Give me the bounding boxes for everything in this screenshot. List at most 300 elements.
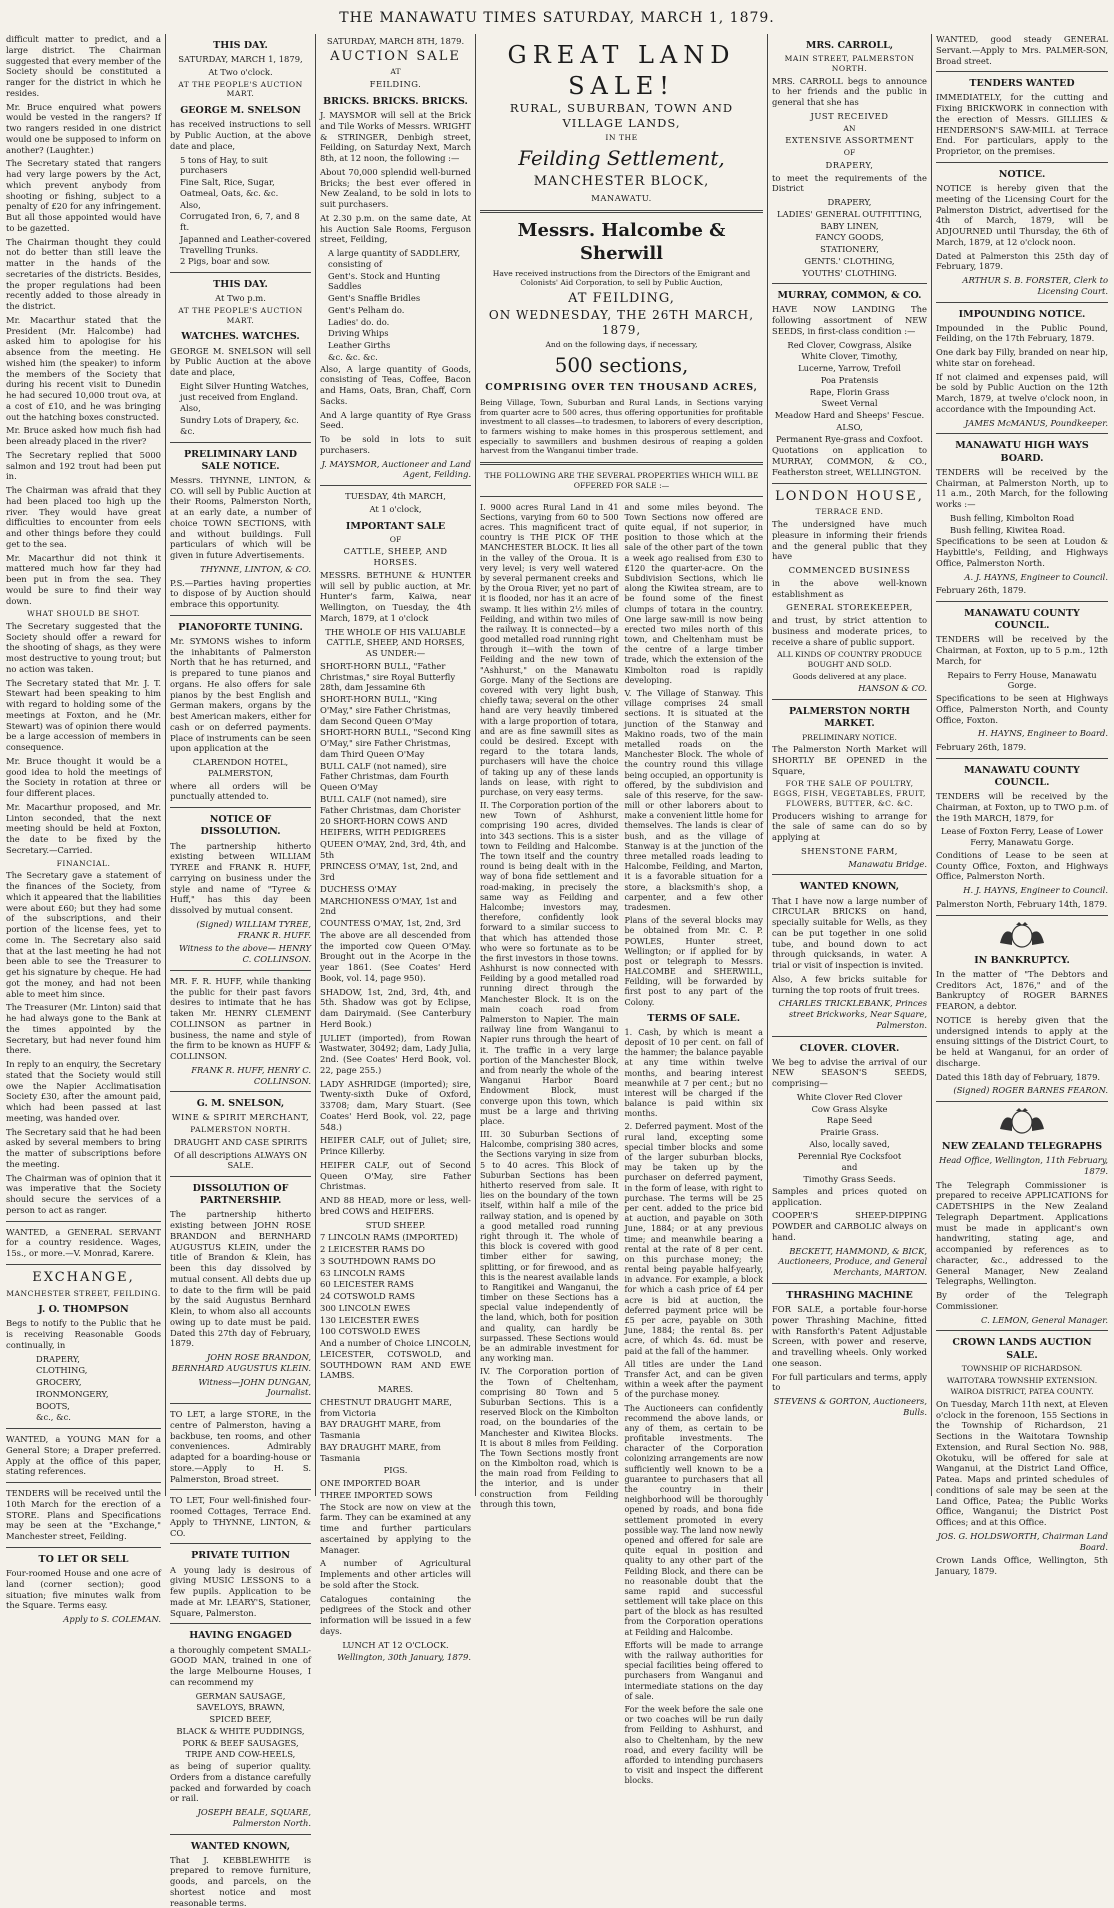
ad-body: Also, A few bricks suitable for turning the top roots of fruit trees. [772,973,927,995]
article-para: The Secretary stated that Mr. J. T. Stewart had been speaking to him with regard to holding some of the meetings at Foxton, and he (Mr. Stewart) was of opinion there would be a large accession of members in consequence. [6,677,161,753]
ad-body: For full particulars and terms, apply to [772,1371,927,1393]
land-sale-item: and some miles beyond. The Town Sections now offered are quite equal, if not superior, in position to those which at the sale of the other part of the town a week ago realised from £30 to £120 the quarter-acre. On the Subdivision Sections, which lie along the Kiwitea stream, are to be found some of the finest clumps of totara in the country. One large saw-mill is now being erected two miles north of this town, and Cheltenham must be the centre of a large timber trade, which the extension of the Kimbolton road is rapidly developing. [624,501,763,685]
list-item: &c., &c. [36,1412,71,1423]
divider [170,1623,311,1624]
ad-tenders-store: TENDERS will be received until the 10th March for the erection of a STORE. Plans and Specifications may be seen at the "Exchange," Manchester street, Feilding. [6,1488,161,1542]
list-item: SAVELOYS, BRAWN, [196,1702,285,1713]
ad-title: MURRAY, COMMON, & CO. [777,290,922,302]
list-item: SHORT-HORN BULL, "Father Christmas," sire Royal Butterfly 28th, dam Jessamine 6th [320,660,456,693]
list-item: CLOTHING, [36,1365,88,1376]
divider [936,71,1108,72]
list-item: 2 Pigs, boar and sow. [180,256,270,267]
ad-exchange-body: Begs to notify to the Public that he is receiving Reasonable Goods continually, in [6,1318,161,1350]
list-item: and [841,1162,858,1173]
list-item: Corrugated Iron, 6, 7, and 8 ft. [180,211,300,232]
ad-time: At Two p.m. [215,293,266,304]
ad-place: PALMERSTON NORTH. [190,1125,291,1135]
ad-body: GEORGE M. SNELSON will sell by Public Auction at the above date and place, [170,345,311,377]
list-item: Fine Salt, Rice, Sugar, Oatmeal, Oats, &c. &c. [180,177,279,198]
article-para: The Secretary suggested that the Society should offer a reward for the shooting of shags, as they were most destructive to young trout; but no action was taken. [6,620,161,674]
list-item: QUEEN O'MAY, 2nd, 3rd, 4th, and 5th [320,838,466,860]
ad-date: February 26th, 1879. [936,742,1027,753]
divider [170,1543,311,1544]
land-sale-desc: Being Village, Town, Suburban and Rural Lands, in Sections varying from quarter acre to 500 acres, thus offering opportunities for profitable investment to all classes—to tradesmen, to laborers of every description, to farmers wishing to make homes in this prosperous settlement, and especially to sawmillers and bushmen desirous of reaping a golden harvest from the Wanganui timber trade. [480,397,763,456]
list-item: 60 LEICESTER RAMS [320,1279,414,1290]
divider [170,807,311,808]
ad-body: a thoroughly competent SMALL-GOOD MAN, trained in one of the large Melbourne Houses, I can recommend my [170,1644,311,1687]
ad-title: AUCTION SALE [330,48,461,64]
list-item: 5 tons of Hay, to suit purchasers [180,154,268,176]
land-sale-line: IN THE [605,132,638,142]
list-item: BULL CALF (not named), sire Father Christmas, dam Chorister [320,793,461,815]
ad-body: The Palmerston North Market will SHORTLY BE OPENED in the Square, [772,744,927,776]
ad-sub: WAITOTARA TOWNSHIP EXTENSION. [946,1375,1098,1385]
list-item: 63 LINCOLN RAMS [320,1267,406,1278]
article-para: difficult matter to predict, and a large district. The Chairman suggested that every member of the Society should be constituted a ranger for the district in which he resides. [6,34,161,98]
ad-body: On Tuesday, March 11th next, at Eleven o'clock in the forenoon, 155 Sections in the Township of Richardson, 21 Sections in the Waitotara Township Extension, and Rural Section No. 988, Okotuku, will be offered for sale at Wanganui, at the District Land Office, Patea. Maps and printed schedules of conditions of sale may be seen at the Land Office, Patea; the Public Works Office, Wanganui; the District Post Offices; and at this Office. [936,1398,1108,1528]
ad-subhead: DRAPERY, [825,159,874,170]
list-item: 130 LEICESTER EWES [320,1314,420,1325]
list-item: Japanned and Leather-covered Travelling Trunks. [180,233,311,255]
ad-date: SATURDAY, MARCH 1, 1879, [178,54,303,65]
list-item: Meadow Hard and Sheeps' Fescue. [774,410,925,421]
ad-body: and trust, by strict attention to business and moderate prices, to receive a share of public support. [772,615,927,647]
list-item: Also, locally saved, [809,1138,890,1149]
ad-body: The above are all descended from the imported cow Queen O'May. Brought out in the Acorpe in the year 1861. (See Coates' Herd Book, vol. 14, page 950). [320,929,471,983]
divider [170,1091,311,1092]
list-item: DUCHESS O'MAY [320,883,397,894]
land-sale-auctioneers: Messrs. Halcombe & Sherwill [517,219,726,264]
ad-body: Impounded in the Public Pound, Feilding, on the 17th February, 1879. [936,322,1108,344]
ad-of: OF [389,534,402,544]
divider [936,162,1108,163]
ad-title: THIS DAY. [213,40,268,51]
list-item: Driving Whips [328,328,389,339]
ad-body: Specifications to be seen at Highways Office, Palmerston North, and County Office, Foxton. [936,693,1108,725]
ad-signature: J. MAYSMOR, Auctioneer and Land Agent, Feilding. [321,458,471,480]
ad-signature: CHARLES TRICKLEBANK, Princes street Brickworks, Near Square, Palmerston. [778,998,927,1030]
divider [936,1101,1108,1102]
ad-exchange-title: EXCHANGE, [32,1269,135,1285]
ad-signature: JOSEPH BEALE, SQUARE, Palmerston North. [197,1807,311,1828]
ad-signature: (Signed) ROGER BARNES FEARON. [953,1085,1108,1096]
ad-body: in the above well-known establishment as [772,577,927,599]
list-item: Perennial Rye Cocksfoot [797,1150,902,1161]
ad-title: IN BANKRUPTCY. [974,954,1070,966]
divider [170,1176,311,1177]
ad-body: Producers wishing to arrange for the sale of same can do so by applying at [772,810,927,843]
divider [772,699,927,700]
ad-body: The partnership hitherto existing between WILLIAM TYREE and FRANK R. HUFF, carrying on business under the style and name of "Tyree & Huff," has this day been dissolved by mutual consent. [170,840,311,916]
ad-date: Dated this 18th day of February, 1879. [936,1071,1101,1082]
article-para: The Secretary said that he had been asked by several members to bring the matter of subscriptions before the meeting. [6,1126,161,1169]
ad-body: P.S.—Parties having properties to dispose of by Auction should embrace this opportunity. [170,577,311,610]
great-land-sale [476,34,768,1786]
land-sale-intro: Have received instructions from the Directors of the Emigrant and Colonists' Aid Corporation, to sell by Public Auction, [492,268,751,288]
ad-witness: Witness to the above— HENRY C. COLLINSON. [178,943,311,965]
ad-title: PRIVATE TUITION [191,1550,290,1562]
terms-of-sale-heading: TERMS OF SALE. [647,1012,741,1024]
ad-time: At Two o'clock. [208,66,273,77]
ad-signature: (Signed) WILLIAM TYREE, FRANK R. HUFF. [196,918,311,940]
list-item: 7 LINCOLN RAMS (IMPORTED) [320,1232,458,1243]
divider [170,1489,311,1490]
divider [6,1264,161,1265]
article-para: Mr. Macarthur stated that the President (Mr. Halcombe) had asked him to apologise for his absence from the meeting. He wished him (the speaker) to inform the members of the Society that during his recent visit to Dunedin he had secured 10,000 trout ova, at a cost of £10, and he was bringing out the hatching boxes constructed. [6,314,161,422]
divider [170,1834,311,1835]
ad-body: Mr. SYMONS wishes to inform the inhabitants of Palmerston North that he has returned, and is prepared to tune pianos and organs. He also offers for sale pianos by the best English and German makers, organs by the best American makers, either for cash or on deferred payments. Place of instruments can be seen upon application at the [170,635,311,754]
land-sale-item: Plans of the several blocks may be obtained from Mr. C. P. POWLES, Hunter street, Wellington; or if applied for by post or telegraph to Messrs. HALCOMBE and SHERWILL, Feilding, will be forwarded by first post to any part of the Colony. [624,915,763,1007]
article-para: The Secretary replied that 5000 salmon and 192 trout had been put in. [6,449,161,482]
ad-body: MR. F. R. HUFF, while thanking the public for their past favors desires to intimate that he has taken Mr. HENRY CLEMENT COLLINSON as partner in business, the name and style of the firm to be known as HUFF & COLLINSON. [170,975,311,1062]
ad-wanted-young-man: WANTED, a YOUNG MAN for a General Store; a Draper preferred. Apply at the office of this paper, stating references. [6,1434,161,1477]
list-item: White Clover, Timothy, [801,351,898,362]
land-sale-item: Efforts will be made to arrange with the railway authorities for special facilities being offered to purchasers from Wanganui and intermediate stations on the day of sale. [624,1639,763,1701]
ad-title: DISSOLUTION OF PARTNERSHIP. [192,1183,289,1207]
list-item: BULL CALF (not named), sire Father Christmas, dam Fourth Queen O'May [320,760,449,793]
land-sale-date: ON WEDNESDAY, THE 26TH MARCH, 1879, [488,307,755,338]
masthead: THE MANAWATU TIMES SATURDAY, MARCH 1, 1879. [339,10,775,26]
land-sale-title: GREAT LAND SALE! [507,41,736,100]
list-item: Also, [180,403,201,414]
list-item: SHORT-HORN BULL, "King O'May," sire Father Christmas, dam Second Queen O'May [320,694,451,726]
ad-body: Quotations on application to MURRAY, COMMON, & CO., Featherston street, WELLINGTON. [772,445,927,477]
list-item: CHESTNUT DRAUGHT MARE, from Victoria [320,1396,452,1418]
ad-title: MANAWATU COUNTY COUNCIL. [964,608,1080,632]
list-item: 2 LEICESTER RAMS DO [320,1244,425,1255]
list-item: Rape Seed [826,1115,873,1126]
list-item: BLACK & WHITE PUDDINGS, [176,1725,305,1736]
ad-body: TENDERS will be received by the Chairman, at Palmerston North, up to 11 a.m., 20th March, for the following works :— [936,466,1108,510]
list-item: Permanent Rye-grass and Coxfoot. [775,433,923,444]
ad-title: IMPOUNDING NOTICE. [958,308,1086,320]
land-sale-date-sub: And on the following days, if necessary, [545,340,698,350]
list-item: TRIPE AND COW-HEELS, [185,1749,296,1760]
ad-body: Messrs. THYNNE, LINTON, & CO. will sell by Public Auction at their Rooms, Palmerston North, at an early date, a number of choice TOWN SECTIONS, with and without buildings. Full particulars of which will be given in future Advertisements. [170,474,311,561]
list-item: Poa Pratensis [820,374,879,385]
ad-body: Dated at Palmerston this 25th day of February, 1879. [936,250,1108,272]
divider [170,1403,311,1404]
land-sale-block: MANCHESTER BLOCK, [533,174,710,190]
divider [936,433,1108,434]
list-item: Gent's. Stock and Hunting Saddles [328,270,441,292]
list-item: White Clover Red Clover [796,1091,903,1102]
ad-body: AND 88 HEAD, more or less, well-bred COWS and HEIFERS. [320,1195,471,1216]
land-sale-item: 1. Cash, by which is meant a deposit of 10 per cent. on fall of the hammer; the balance payable at any time within twelve months, and bearing interest meanwhile at 7 per cent.; but no interest will be charged if the balance is paid within six months. [624,1026,763,1119]
ad-title: THRASHING MACHINE [786,1289,913,1301]
land-sale-item: 2. Deferred payment. Most of the rural land, excepting some special timber blocks and some of the larger suburban blocks, may be taken up by the purchaser on deferred payment, in the form of lease, with right to purchase. The terms will be 25 per cent. added to the price bid at auction, and payable on 30th June, 1884; or at any previous time; and meanwhile bearing a rental at the rate of 8 per cent. on this purchase money; the rental being payable half-yearly, in advance. For example, a block for which a cash price of £4 per acre is bid at auction, the deferred payment price will be £5 per acre, payable on 30th June, 1884; the rental 8s. per acre, of which 4s. 6d. must be paid at the fall of the hammer. [624,1121,763,1356]
ad-place: Manawatu Bridge. [848,858,927,869]
ad-body: NOTICE is hereby given that the meeting of the Licensing Court for the Palmerston District, advertised for the 4th of March, 1879, will be ADJOURNED until Thursday, the 6th of March, 1879, at 12 o'clock noon. [936,183,1108,247]
ad-signature: JOHN ROSE BRANDON, BERNHARD AUGUSTUS KLEIN. [171,1352,311,1373]
list-item: Sundry Lots of Drapery, &c. &c. [180,415,299,436]
ad-body: Also, A large quantity of Goods, consisting of Teas, Coffee, Bacon and Hams, Oats, Bran, Chaff, Corn Sacks. [320,363,471,406]
ad-at: AT [390,67,401,77]
column-2 [166,34,316,1908]
divider [6,1482,161,1483]
ad-subhead: EXTENSIVE ASSORTMENT [785,135,914,146]
ad-body: NOTICE is hereby given that the undersigned intends to apply at the ensuing sittings of the District Court, to be held at Wanganui, for an order of discharge. [936,1014,1108,1068]
ad-date: Wellington, 30th January, 1879. [337,1652,471,1663]
ad-subhead: PIGS. [383,1465,408,1476]
divider [170,272,311,273]
divider [772,1036,927,1037]
ad-body: A number of Agricultural Implements and other articles will be sold after the Stock. [320,1558,471,1590]
ad-exchange-name: J. O. THOMPSON [38,1304,129,1316]
list-item: BOOTS, [36,1400,70,1411]
ad-title: CLOVER. CLOVER. [799,1042,900,1054]
list-item: BAY DRAUGHT MARE, from Tasmania [320,1419,441,1441]
ad-signature: THYNNE, LINTON, & CO. [200,563,311,574]
ad-place: CLARENDON HOTEL, PALMERSTON, [192,757,289,778]
ad-body: DRAUGHT AND CASE SPIRITS [173,1136,308,1147]
ad-body: COOPER'S SHEEP-DIPPING POWDER and CARBOLIC always on hand. [772,1210,927,1242]
list-item: LADIES' GENERAL OUTFITTING, [777,208,922,219]
list-item: 300 LINCOLN EWES [320,1302,411,1313]
ad-body: JULIET (imported), from Rowan Wastwater, 30492; dam, Lady Julia, 2nd. (See Coates' Herd Book, vol. 22, page 255.) [320,1032,471,1075]
ad-witness: Witness—JOHN DUNGAN, Journalist. [198,1376,311,1398]
ad-body: And A large quantity of Rye Grass Seed. [320,409,471,431]
land-sale-at: AT FEILDING, [568,291,675,307]
article-para: Mr. Bruce enquired what powers would be vested in the rangers? If two rangers resided in one district would one be supposed to inform on another? (Laughter.) [6,101,161,155]
list-item: Also, [180,199,201,210]
ad-title: NOTICE. [998,168,1046,180]
ad-body: The Stock are now on view at the farm. They can be examined at any time and further particulars ascertained by applying to the Manager. [320,1501,471,1555]
ad-body: And a number of Choice LINCOLN, LEICESTER, COTSWOLD, and SOUTHDOWN RAM AND EWE LAMBS. [320,1338,471,1381]
list-item: Sweet Vernal [821,398,878,409]
article-para: Mr. Bruce asked how much fish had been already placed in the river? [6,425,161,446]
ad-title: PIANOFORTE TUNING. [178,621,303,633]
ad-body: TENDERS will be received by the Chairman, at Foxton, up to 5 p.m., 12th March, for [936,634,1108,666]
list-item: Leather Girths [328,340,391,350]
ad-body: Conditions of Lease to be seen at County Office, Foxton, and Highways Office, Palmerston North. [936,849,1108,882]
list-item: GENTS.' CLOTHING, [804,255,895,266]
divider [320,485,471,486]
ad-exchange-sub: MANCHESTER STREET, FEILDING. [6,1288,161,1298]
divider [772,283,927,284]
ad-title: MANAWATU COUNTY COUNCIL. [964,764,1080,788]
ad-body: If not claimed and expenses paid, will be sold by Public Auction on the 12th March, 1879, at twelve o'clock noon, in accordance with the Impounding Act. [936,371,1108,414]
ad-sub: WAIROA DISTRICT, PATEA COUNTY. [950,1387,1094,1397]
ad-subhead: GENERAL STOREKEEPER, [786,602,913,613]
list-item: Gent's Snaffle Bridles [328,293,421,303]
ad-place: AT THE PEOPLE'S AUCTION MART. [178,305,303,325]
ad-subhead: WATCHES. WATCHES. [181,331,300,343]
ad-title: THIS DAY. [213,279,268,290]
ad-body: The Telegraph Commissioner is prepared to receive APPLICATIONS for CADETSHIPS in the New Zealand Telegraph Department. Applications must be made in applicant's own handwriting, stating age, and accompanied by references as to character, &c., addressed to the General Manager, New Zealand Telegraphs, Wellington. [936,1179,1108,1287]
article-para: The Secretary gave a statement of the finances of the Society, from which it appeared that the liabilities were about £60; but they had some of the subscriptions, and their portion of the license fees, yet to come in. The Secretary also said that at the last meeting he had not been able to see the Treasurer to get his signature by cheque. He had got the money, and had not been able to meet him since. [6,870,161,999]
list-item: Eight Silver Hunting Watches, just received from England. [180,380,309,402]
ad-title: NOTICE OF DISSOLUTION. [200,814,281,838]
list-item: Gent's Pelham do. [328,304,405,315]
land-sale-item: II. The Corporation portion of the new Town of Ashhurst, comprising 190 acres, divided into 343 sections. This is a sister town to Feilding and Halcombe. The town itself and the country round is being dealt with in the way of bona fide settlement and road-making, in precisely the same way as Feilding and Halcombe; investors may, therefore, confidently look forward to a similar success to that which has attended those who were so fortunate as to be the first investors in those towns. Ashhurst is now connected with Feilding by a good metalled road running direct through the Manchester Block. It is on the main coach road from Palmerston to Napier. The main railway line from Wanganui to Napier runs through the heart of it. The traffic in a very large portion of the Manchester Block, and from nearly the whole of the Wanganui Harbor Board Endowment Block, must converge upon this town, which must be a large and thriving place. [480,800,619,1126]
ad-subhead: BRICKS. BRICKS. BRICKS. [323,95,468,107]
article-para: The Chairman thought they could not do better than still leave the matter in the hands of the secretaries of the districts. Besides, the proper regulations had been recently added to those already in the district. [6,236,161,311]
list-item: BABY LINEN, [820,220,879,231]
ad-body: At 2.30 p.m. on the same date, At his Auction Sale Rooms, Ferguson street, Feilding, [320,212,471,245]
ad-body: as being of superior quality. Orders from a distance carefully packed and forwarded by coach or rail. [170,1761,311,1804]
list-item: Rape, Florin Grass [809,386,890,397]
ad-body: Specifications to be seen at Loudon & Haybittle's, Feilding, and Highways Office, Palmerston North. [936,536,1108,568]
article-subhead: WHAT SHOULD BE SHOT. [27,609,140,619]
ad-date: SATURDAY, MARCH 8TH, 1879. [326,36,465,46]
land-sale-right-col [625,502,764,1789]
land-sale-item: For the week before the sale one or two coaches will be run daily from Feilding to Ashhurst, and also to Cheltenham, by the new road, and every facility will be afforded to intending purchasers to visit and inspect the different blocks. [624,1703,763,1786]
ad-body: Of all descriptions ALWAYS ON SALE. [173,1149,308,1171]
ad-title: WANTED KNOWN, [190,1840,291,1852]
land-sale-item: I. 9000 acres Rural Land in 41 Sections, varying from 60 to 500 acres. This magnificent tract of country is THE PICK OF THE MANCHESTER BLOCK. It lies all in the valley of the Oroua. It is very level; is very well watered by several permanent creeks and by the Oroua River, yet no part of it is flooded, nor has it an acre of swamp. It lies within 2½ miles of Feilding, and within two miles of the railway. It is connected—by a good metalled road running right through it—with the town of Feilding and the new town of "Ashhurst," on the Manawatu Gorge. Many of the Sections are covered with very light bush, chiefly tawa; several on the other hand are very heavily timbered with a large proportion of totara, and are as fine sawmill sites as could be desired. Except with regard to the totara lands, purchasers will have the choice of taking up any of these lands lands on lease, with right to purchase, on very easy terms. [480,501,619,797]
divider [480,496,763,497]
ad-body: SHADOW, 1st, 2nd, 3rd, 4th, and 5th. Shadow was got by Eclipse, dam Dairymaid. (See Canterbury Herd Book.) [320,986,471,1029]
list-item: Prairie Grass. [820,1127,879,1138]
ad-body: Goods delivered at any place. [792,671,907,681]
article-para: Mr. Macarthur proposed, and Mr. Linton seconded, that the next meeting should be held at Foxton, the date to be fixed by the Secretary.—Carried. [6,801,161,855]
ad-body: TO LET, a large STORE, in the centre of Palmerston, having a backbuse, ten rooms, and other conveniences. Admirably adapted for a boarding-house or store.—Apply to H. S. Palmerston, Broad street. [170,1409,311,1484]
divider [936,302,1108,303]
list-item: BAY DRAUGHT MARE, from Tasmania [320,1441,441,1463]
ad-item: Lease of Foxton Ferry, Lease of Lower Ferry, Manawatu Gorge. [940,826,1104,848]
list-item: STATIONERY, [820,244,879,255]
ad-body: The undersigned have much pleasure in informing their friends and the general public that they have [772,519,927,562]
article-para: The Secretary stated that rangers had very large powers by the Act, which prevent anybody from shooting or fishing, subject to a penalty of £20 for any infringement. But all those appointed would have to be gazetted. [6,158,161,233]
ad-body: LADY ASHRIDGE (imported); sire, Twenty-sixth Duke of Oxford, 33708; dam, Mary Stuart. (See Coates' Herd Book, vol. 22, page 548.) [320,1078,471,1132]
ad-title: NEW ZEALAND TELEGRAPHS [941,1141,1103,1153]
ad-to-let-body: Four-roomed House and one acre of land (corner section); good situation; five minutes walk from the Square. Terms easy. [6,1568,161,1611]
list-item: THREE IMPORTED SOWS [320,1489,433,1500]
list-item: ONE IMPORTED BOAR [320,1478,421,1489]
land-sale-item: All titles are under the Land Transfer Act, and can be given within a week after the payment of the purchase money. [624,1358,763,1400]
ad-to-let-title: TO LET OR SELL [38,1553,129,1565]
ad-title: IMPORTANT SALE [345,520,446,532]
divider [6,1428,161,1429]
ad-body: About 70,000 splendid well-burned Bricks; the best ever offered in New Zealand, to be sold in lots to suit purchasers. [320,166,471,209]
article-para: Mr. Macarthur did not think it mattered much how far they had been put in from the sea. They would be sure to find their way down. [6,552,161,606]
list-item: PRINCESS O'MAY, 1st, 2nd, and 3rd [320,861,458,883]
ad-body: That J. KEBBLEWHITE is prepared to remove furniture, goods, and parcels, on the shortest notice and most reasonable terms. [170,1854,311,1908]
land-sale-props-head: THE FOLLOWING ARE THE SEVERAL PROPERTIES WHICH WILL BE OFFERED FOR SALE :— [484,471,759,490]
article-para: The Treasurer (Mr. Linton) said that he had always gone to the Bank at the times appointed by the Secretary, but had never found him there. [6,1002,161,1056]
land-sale-region: MANAWATU. [591,192,652,203]
ad-title: LONDON HOUSE, [775,488,924,504]
ad-title: CROWN LANDS AUCTION SALE. [952,1337,1092,1361]
divider [480,210,763,213]
ad-sub: MAIN STREET, PALMERSTON NORTH. [784,54,915,73]
ad-to-let-sig: Apply to S. COLEMAN. [63,1614,161,1625]
ad-subhead: CATTLE, SHEEP, AND HORSES. [343,546,448,568]
ad-body: MRS. CARROLL begs to announce to her friends and the public in general that she has [772,75,927,108]
divider [170,442,311,443]
ad-body: Samples and prices quoted on application. [772,1185,927,1207]
ad-subhead: FOR THE SALE OF POULTRY, EGGS, FISH, VEGETABLES, FRUIT, FLOWERS, BUTTER, &C. &C. [773,779,926,808]
list-item: 3 SOUTHDOWN RAMS DO [320,1255,436,1266]
ad-body: IMMEDIATELY, for the cutting and Fixing BRICKWORK in connection with the erection of Messrs. GILLIES & HENDERSON'S SAW-MILL at Terrace End. For particulars, apply to the Proprietor, on the premises. [936,92,1108,157]
royal-crest-icon [992,921,1052,949]
column-6 [768,34,932,1496]
ad-signature: H. J. HAYNS, Engineer to Council. [963,885,1108,896]
ad-signature: FRANK R. HUFF, HENRY C. COLLINSON. [191,1064,311,1086]
divider [772,1283,927,1284]
list-item: MARCHIONESS O'MAY, 1st and 2nd [320,895,457,917]
list-item: DRAPERY, [36,1353,80,1364]
ad-body: HEIFER CALF, out of Second Queen O'May, sire Father Christmas. [320,1159,471,1192]
ad-title: PRELIMINARY LAND SALE NOTICE. [183,448,298,472]
ad-subhead: JUST RECEIVED [810,110,889,121]
list-item: GROCERY, [36,1377,82,1388]
list-item: &c. &c. &c. [328,351,378,362]
ad-body: A young lady is desirous of giving MUSIC LESSONS to a few pupils. Application to be made at Mr. LEARY'S, Stationer, Square, Palmerston. [170,1564,311,1618]
article-para: The Chairman was afraid that they had been placed too high up the river. They would have great difficulties to encounter from eels and other things before they could get to the sea. [6,485,161,549]
land-sale-item: IV. The Corporation portion of the Town of Cheltenham, comprising 80 Town and 5 Suburban Sections. This is a reserved Block on the Kimbolton road, on the boundaries of the Manchester and Kiwitea Blocks. It is about 8 miles from Feilding. The Town Sections mostly front on the Kimbolton road, which is the main road from Feilding to the interior, and is under construction from Feilding through this town, [480,1366,619,1509]
ad-title: PALMERSTON NORTH MARKET. [788,706,911,730]
ad-item: Repairs to Ferry House, Manawatu Gorge. [947,669,1097,691]
list-item: Red Clover, Cowgrass, Alsike [787,339,912,350]
ad-signature: STEVENS & GORTON, Auctioneers, Bulls. [773,1396,927,1417]
list-item: A large quantity of SADDLERY, consisting of [328,248,461,269]
article-subhead: FINANCIAL. [56,858,111,868]
list-item: 20 SHORT-HORN COWS AND HEIFERS, WITH PEDIGREES [320,816,448,838]
land-sale-item: The Auctioneers can confidently recommend the above lands, or any of them, as certain to be profitable investments. The character of the Corporation colonizing arrangements are now sufficiently well known to be a guarantee to purchasers that all the country in their neighborhood will be thoroughly opened by roads, and bona fide settlement promoted in every possible way. The land now newly opened and offered for sale are quite equal in position and quality to any other part of the Feilding Block, and there can be no reasonable doubt that the same rapid and successful settlement will take place on this part of the block as has resulted from the Corporation operations at Feilding and Halcombe. [624,1402,764,1637]
article-para: In reply to an enquiry, the Secretary stated that the Society would still owe the Napier Acclimatisation Society £30, after the amount paid, which had been passed at last meeting, was handed over. [6,1059,161,1123]
ad-time: At 1 o'clock, [369,503,422,514]
list-item: IRONMONGERY, [36,1388,109,1399]
ad-signature: HANSON & CO. [858,683,927,694]
list-item: Ladies' do. do. [328,316,390,327]
ad-an: AN [843,123,856,133]
ad-signature: A. J. HAYNS, Engineer to Council. [964,571,1108,582]
ad-title: WANTED KNOWN, [799,881,900,893]
ad-sub: TOWNSHIP OF RICHARDSON. [961,1363,1083,1373]
land-sale-left-col [480,502,619,1789]
auctioneer-name: GEORGE M. SNELSON [180,105,301,117]
ad-place: FEILDING. [369,79,422,90]
divider [6,1547,161,1548]
ad-body: to meet the requirements of the District [772,172,927,194]
ad-body: HEIFER CALF, out of Juliet; sire, Prince Killerby. [320,1135,471,1157]
ad-date: Palmerston North, February 14th, 1879. [936,898,1108,909]
land-sale-count: 500 sections, [554,353,689,378]
divider [772,874,927,875]
royal-crest-icon [992,1107,1052,1135]
divider [936,1330,1108,1331]
list-item: SPICED BEEF, [209,1714,272,1725]
ad-title: HAVING ENGAGED [189,1630,292,1642]
ad-body: has received instructions to sell by Public Auction, at the above date and place, [170,119,311,151]
divider [170,615,311,616]
ad-signature: ARTHUR S. B. FORSTER, Clerk to Licensing Court. [962,275,1108,296]
list-item: Cow Grass Alsyke [811,1103,888,1114]
list-item: Timothy Grass Seeds. [803,1174,896,1185]
ad-subhead: THE WHOLE OF HIS VALUABLE CATTLE, SHEEP, AND HORSES, AS UNDER:— [325,626,466,659]
ad-body: TENDERS will be received by the Chairman, at Foxton, up to TWO p.m. of the 19th MARCH, 1879, for [936,791,1108,823]
ad-lunch: LUNCH AT 12 O'CLOCK. [342,1639,449,1650]
ad-body: MESSRS. BETHUNE & HUNTER will sell by public auction, at Mr. Hunter's farm, Kaiwa, near Wellington, on Tuesday, the 4th March, 1879, at 1 o'clock [320,569,471,623]
ad-body: J. MAYSMOR will sell at the Brick and Tile Works of Messrs. WRIGHT & STRINGER, Denbigh street, Feilding, on Saturday Next, March 8th, at 12 noon, the following :— [320,110,471,163]
ad-wanted-servant: WANTED, a GENERAL SERVANT for a country residence. Wages, 15s., or more.—V. Monrad, Karere. [6,1226,161,1259]
ad-body: The partnership hitherto existing between JOHN ROSE BRANDON and BERNHARD AUGUSTUS KLEIN, under the title of Brandon & Klein, has been this day dissolved by mutual consent. All debts due up to date to the firm will be paid by the said Augustus Bernhard Klein, to whom also all accounts owing up to date must be paid. Dated this 27th day of February, 1879. [170,1209,311,1349]
ad-date: February 26th, 1879. [936,585,1027,596]
ad-signature: BECKETT, HAMMOND, & BICK, Auctioneers, Produce, and General Merchants, MARTON. [778,1245,927,1278]
land-sale-settlement: Feilding Settlement, [518,145,725,170]
ad-body: ALL KINDS OF COUNTRY PRODUCE BOUGHT AND SOLD. [777,650,922,669]
ad-date: Crown Lands Office, Wellington, 5th January, 1879. [936,1555,1108,1577]
ad-title: MANAWATU HIGH WAYS BOARD. [955,440,1089,464]
ad-sub: Head Office, Wellington, 11th February, 1879. [939,1155,1108,1176]
ad-body: WANTED, good steady GENERAL Servant.—Apply to Mrs. PALMER-SON, Broad street. [936,34,1108,66]
ad-place: AT THE PEOPLE'S AUCTION MART. [178,79,303,99]
column-3 [316,34,476,1663]
list-item: YOUTHS' CLOTHING. [802,267,897,278]
land-sale-item: V. The Village of Stanway. This village comprises 24 small sections. It is situated at the junction of the Stanway and Makino roads, two of the main metalled roads on the Manchester Block. The whole of the country round this village being occupied, an opportunity is offered, by the subdivision and sale of this reserve, for the saw-mill or other laborers about to make a convenient little home for themselves. The lands is clear of bush, and as the village of Stanway is at the junction of the three metalled roads leading to Halcombe, Feilding, and Marton, it is a favorable situation for a store, a blacksmith's shop, a carpenter, and a few other tradesmen. [624,688,763,912]
